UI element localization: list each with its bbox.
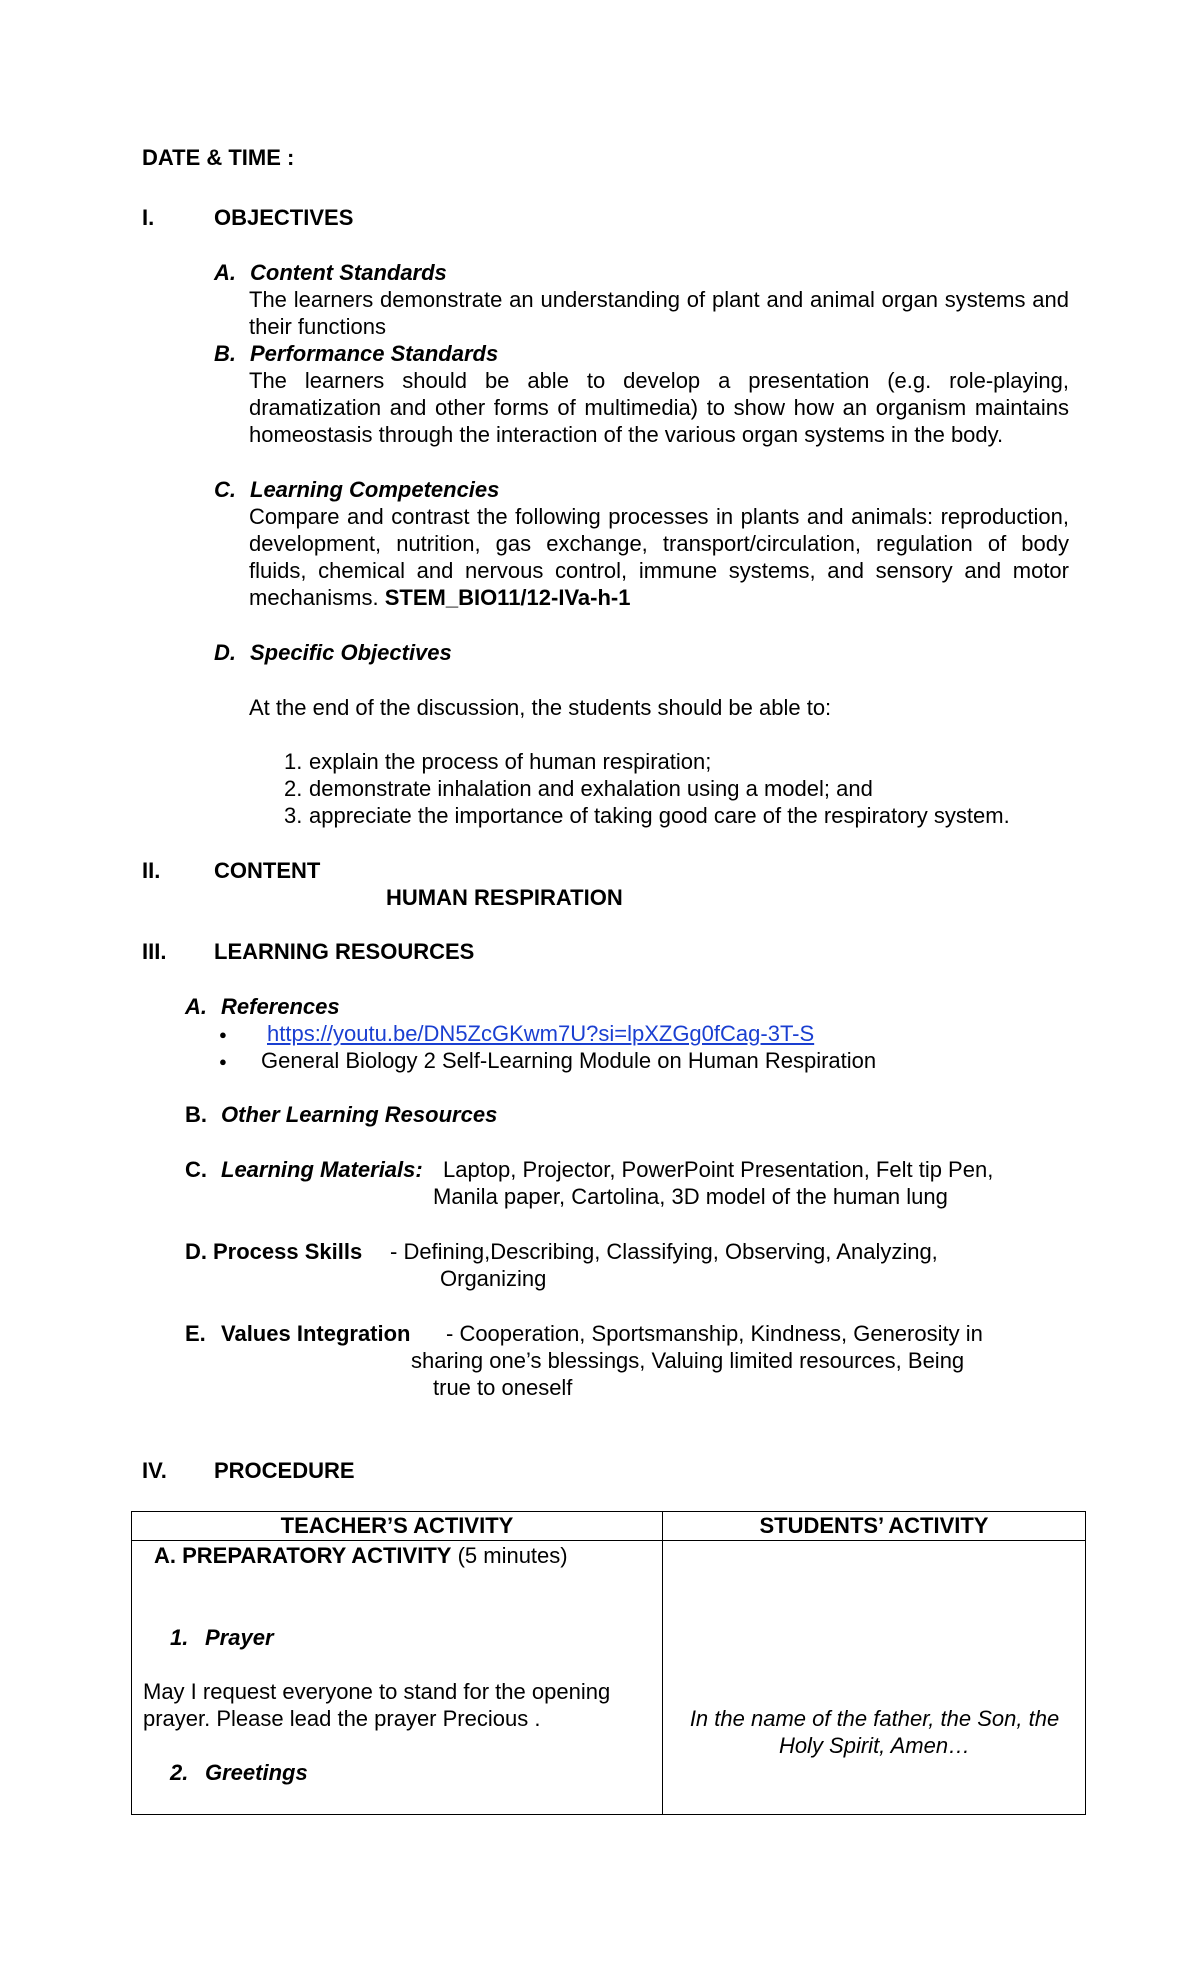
learning-competencies-text (249, 503, 1069, 611)
section-3-numeral: III. (142, 939, 167, 964)
objective-3-num: 3. (284, 803, 303, 828)
other-resources-title: Other Learning Resources (221, 1102, 498, 1127)
objective-1-text: explain the process of human respiration; (309, 749, 712, 774)
table-row (132, 1541, 1086, 1815)
bullet-icon: ● (219, 1027, 227, 1042)
materials-line-2: Manila paper, Cartolina, 3D model of the human lung (433, 1184, 948, 1209)
materials-line-1: Laptop, Projector, PowerPoint Presentation, Felt tip Pen, (443, 1157, 994, 1182)
section-2-numeral: II. (142, 858, 161, 883)
other-resources-letter: B. (185, 1102, 207, 1127)
values-letter: E. (185, 1321, 206, 1346)
section-1-title: OBJECTIVES (214, 205, 354, 230)
content-standards-title: Content Standards (250, 260, 447, 285)
values-line-1: - Cooperation, Sportsmanship, Kindness, Generosity in (446, 1321, 983, 1346)
greetings-num: 2. (170, 1760, 189, 1785)
reference-link-wrap (267, 1020, 814, 1047)
prayer-title: Prayer (205, 1625, 274, 1650)
competency-code: STEM_BIO11/12-IVa-h-1 (384, 585, 631, 610)
process-skills-title: Process Skills (213, 1239, 363, 1264)
performance-standards-title: Performance Standards (250, 341, 499, 366)
content-standards-letter: A. (214, 260, 236, 285)
materials-title: Learning Materials: (221, 1157, 423, 1182)
section-1-numeral: I. (142, 205, 155, 230)
learning-competencies-title: Learning Competencies (250, 477, 500, 502)
preparatory-time: (5 minutes) (457, 1543, 568, 1568)
table-header-row (132, 1512, 1086, 1541)
process-skills-line-1: - Defining,Describing, Classifying, Observing, Analyzing, (390, 1239, 938, 1264)
reference-module: General Biology 2 Self-Learning Module on Human Respiration (261, 1048, 877, 1073)
students-activity-header: STUDENTS’ ACTIVITY (663, 1512, 1086, 1541)
specific-objectives-intro: At the end of the discussion, the students should be able to: (249, 695, 832, 720)
learning-competencies-letter: C. (214, 477, 236, 502)
student-response-line-2: Holy Spirit, Amen… (778, 1733, 971, 1758)
preparatory-activity (154, 1542, 568, 1569)
preparatory-label: A. PREPARATORY ACTIVITY (154, 1543, 452, 1568)
objective-3-text: appreciate the importance of taking good care of the respiratory system. (309, 803, 1010, 828)
prayer-num: 1. (170, 1625, 189, 1650)
section-2-title: CONTENT (214, 858, 321, 883)
section-3-title: LEARNING RESOURCES (214, 939, 475, 964)
materials-letter: C. (185, 1157, 207, 1182)
objective-1-num: 1. (284, 749, 303, 774)
content-topic: HUMAN RESPIRATION (386, 885, 623, 910)
specific-objectives-title: Specific Objectives (250, 640, 452, 665)
student-cell (663, 1541, 1086, 1815)
values-line-2: sharing one’s blessings, Valuing limited resources, Being (411, 1348, 965, 1373)
process-skills-letter: D. (185, 1239, 207, 1264)
prayer-line-1: May I request everyone to stand for the opening (143, 1679, 611, 1704)
reference-video-link[interactable]: https://youtu.be/DN5ZcGKwm7U?si=lpXZGg0fCag-3T-S (267, 1021, 815, 1046)
learning-competencies-body: Compare and contrast the following processes in plants and animals: reproduction, development, nutrition, gas exchange, transport/circulation, regulation of body fluids, chemical and nervous control, immune systems, and sensory and motor mechanisms. (249, 504, 1069, 610)
teacher-activity-header: TEACHER’S ACTIVITY (132, 1512, 663, 1541)
references-title: References (221, 994, 340, 1019)
procedure-table (131, 1511, 1086, 1815)
performance-standards-letter: B. (214, 341, 236, 366)
date-time-label: DATE & TIME : (142, 145, 295, 170)
objective-2-text: demonstrate inhalation and exhalation using a model; and (309, 776, 873, 801)
teacher-cell (132, 1541, 663, 1815)
references-letter: A. (185, 994, 207, 1019)
performance-standards-text: The learners should be able to develop a presentation (e.g. role-playing, dramatization and other forms of multimedia) to show how an organism maintains homeostasis through the interaction of the various organ systems in the body. (249, 368, 1069, 447)
values-line-3: true to oneself (433, 1375, 573, 1400)
objective-2-num: 2. (284, 776, 303, 801)
values-title: Values Integration (221, 1321, 411, 1346)
section-4-title: PROCEDURE (214, 1458, 355, 1483)
section-4-numeral: IV. (142, 1458, 167, 1483)
content-standards-text: The learners demonstrate an understanding of plant and animal organ systems and their functions (249, 287, 1069, 339)
greetings-title: Greetings (205, 1760, 308, 1785)
specific-objectives-letter: D. (214, 640, 236, 665)
process-skills-line-2: Organizing (440, 1266, 547, 1291)
bullet-icon: ● (219, 1054, 227, 1069)
prayer-line-2: prayer. Please lead the prayer Precious . (143, 1706, 541, 1731)
student-response-line-1: In the name of the father, the Son, the (689, 1706, 1060, 1731)
